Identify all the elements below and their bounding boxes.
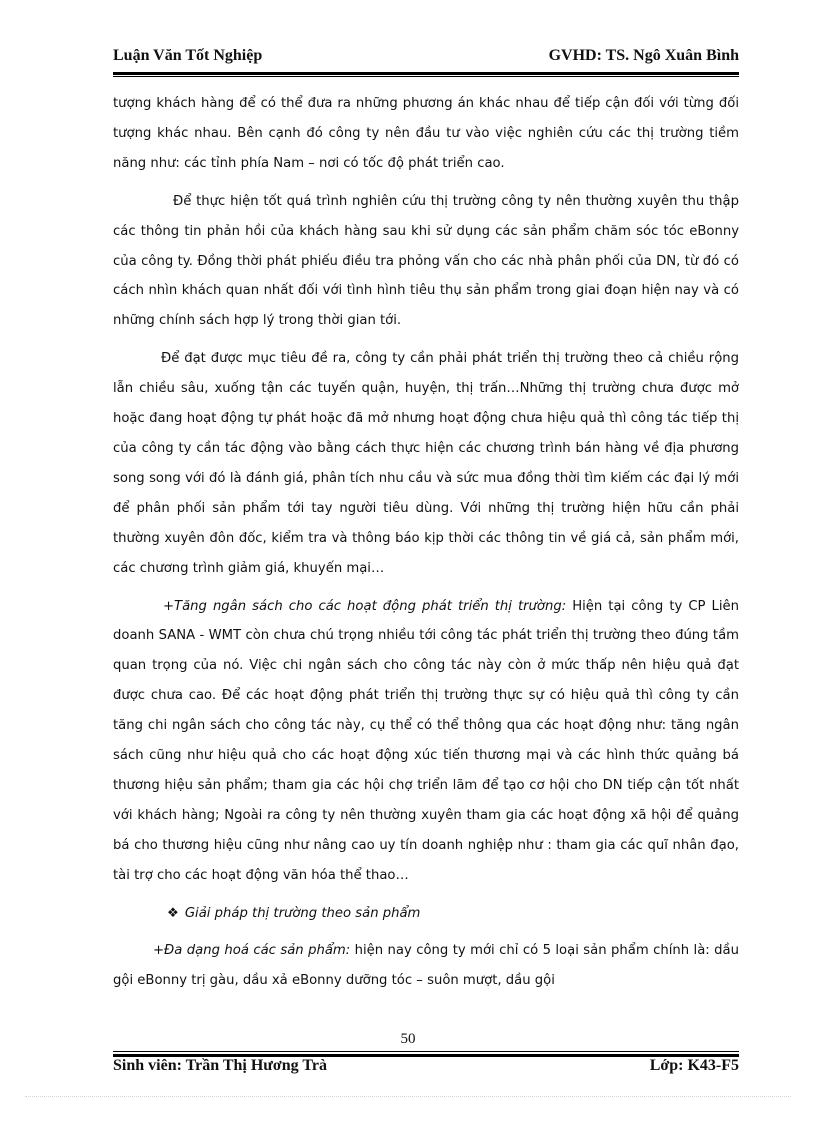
header-rule-thick: [113, 72, 739, 75]
paragraph-5: [113, 936, 739, 996]
subheading-text: Giải pháp thị trường theo sản phẩm: [184, 905, 421, 921]
paragraph-4-text: Hiện tại công ty CP Liên doanh SANA - WMT còn chưa chú trọng nhiều tới công tác phát triển thị trường theo đúng tầm quan trọng của nó. Việc chi ngân sách cho công tác này còn ở mức thấp nên hiệu quả đạt được chưa cao. Để các hoạt động phát triển thị trường thực sự có hiệu quả thì công ty cần tăng chi ngân sách cho công tác này, cụ thể có thể thông qua các hoạt động như: tăng ngân sách cũng như hiệu quả cho các hoạt động xúc tiến thương mại và các hình thức quảng bá thương hiệu sản phẩm; tham gia các hội chợ triển lãm để tạo cơ hội cho DN tiếp cận tốt nhất với khách hàng; Ngoài ra công ty nên thường xuyên tham gia các hoạt động xã hội để quảng bá cho thương hiệu cũng như nâng cao uy tín doanh nghiệp như : tham gia các quĩ nhân đạo, tài trợ cho các hoạt động văn hóa thể thao…: [113, 598, 739, 883]
section-subheading: [113, 899, 739, 929]
paragraph-5-lead: +Đa dạng hoá các sản phẩm:: [153, 943, 351, 959]
header-rule-thin: [113, 76, 739, 77]
page-number: 50: [400, 1031, 416, 1047]
paragraph-5-text: hiện nay công ty mới chỉ có 5 loại sản phẩm chính là: dầu gội eBonny trị gàu, dầu xả eBonny dưỡng tóc – suôn mượt, dầu gội: [113, 943, 739, 989]
page-footer: [113, 1057, 739, 1079]
page-body: [113, 89, 739, 1004]
footer-rule-thin: [113, 1051, 739, 1052]
page-edge-divider: [25, 1096, 791, 1097]
paragraph-2: Để thực hiện tốt quá trình nghiên cứu thị trường công ty nên thường xuyên thu thập các thông tin phản hồi của khách hàng sau khi sử dụng các sản phẩm chăm sóc tóc eBonny của công ty. Đồng thời phát phiếu điều tra phỏng vấn cho các nhà phân phối của DN, từ đó có cách nhìn khách quan nhất đối với tình hình tiêu thụ sản phẩm trong giai đoạn hiện nay và có những chính sách hợp lý trong thời gian tới.: [113, 193, 739, 329]
paragraph-4: [113, 592, 739, 891]
paragraph-1: tượng khách hàng để có thể đưa ra những phương án khác nhau để tiếp cận đối với từng đối tượng khác nhau. Bên cạnh đó công ty nên đầu tư vào việc nghiên cứu các thị trường tiềm năng như: các tỉnh phía Nam – nơi có tốc độ phát triển cao.: [113, 96, 739, 171]
diamond-bullet-icon: ❖: [167, 905, 179, 921]
footer-class: Lớp: K43-F5: [649, 1057, 739, 1074]
footer-student: Sinh viên: Trần Thị Hương Trà: [113, 1057, 327, 1074]
paragraph-4-lead: +Tăng ngân sách cho các hoạt động phát triển thị trường:: [163, 598, 567, 614]
header-supervisor: GVHD: TS. Ngô Xuân Bình: [548, 47, 739, 64]
header-thesis-title: Luận Văn Tốt Nghiệp: [113, 47, 263, 64]
page-header: [113, 47, 739, 69]
paragraph-3: Để đạt được mục tiêu đề ra, công ty cần phải phát triển thị trường theo cả chiều rộng lẫn chiều sâu, xuống tận các tuyến quận, huyện, thị trấn…Những thị trường chưa được mở hoặc đang hoạt động tự phát hoặc đã mở nhưng hoạt động chưa hiệu quả thì công tác tiếp thị của công ty cần tác động vào bằng cách thực hiện các chương trình bán hàng về địa phương song song với đó là đánh giá, phân tích nhu cầu và sức mua đồng thời tìm kiếm các đại lý mới để phân phối sản phẩm tới tay người tiêu dùng. Với những thị trường hiện hữu cần phải thường xuyên đôn đốc, kiểm tra và thông báo kịp thời các thông tin về giá cả, sản phẩm mới, các chương trình giảm giá, khuyến mại…: [113, 351, 739, 576]
